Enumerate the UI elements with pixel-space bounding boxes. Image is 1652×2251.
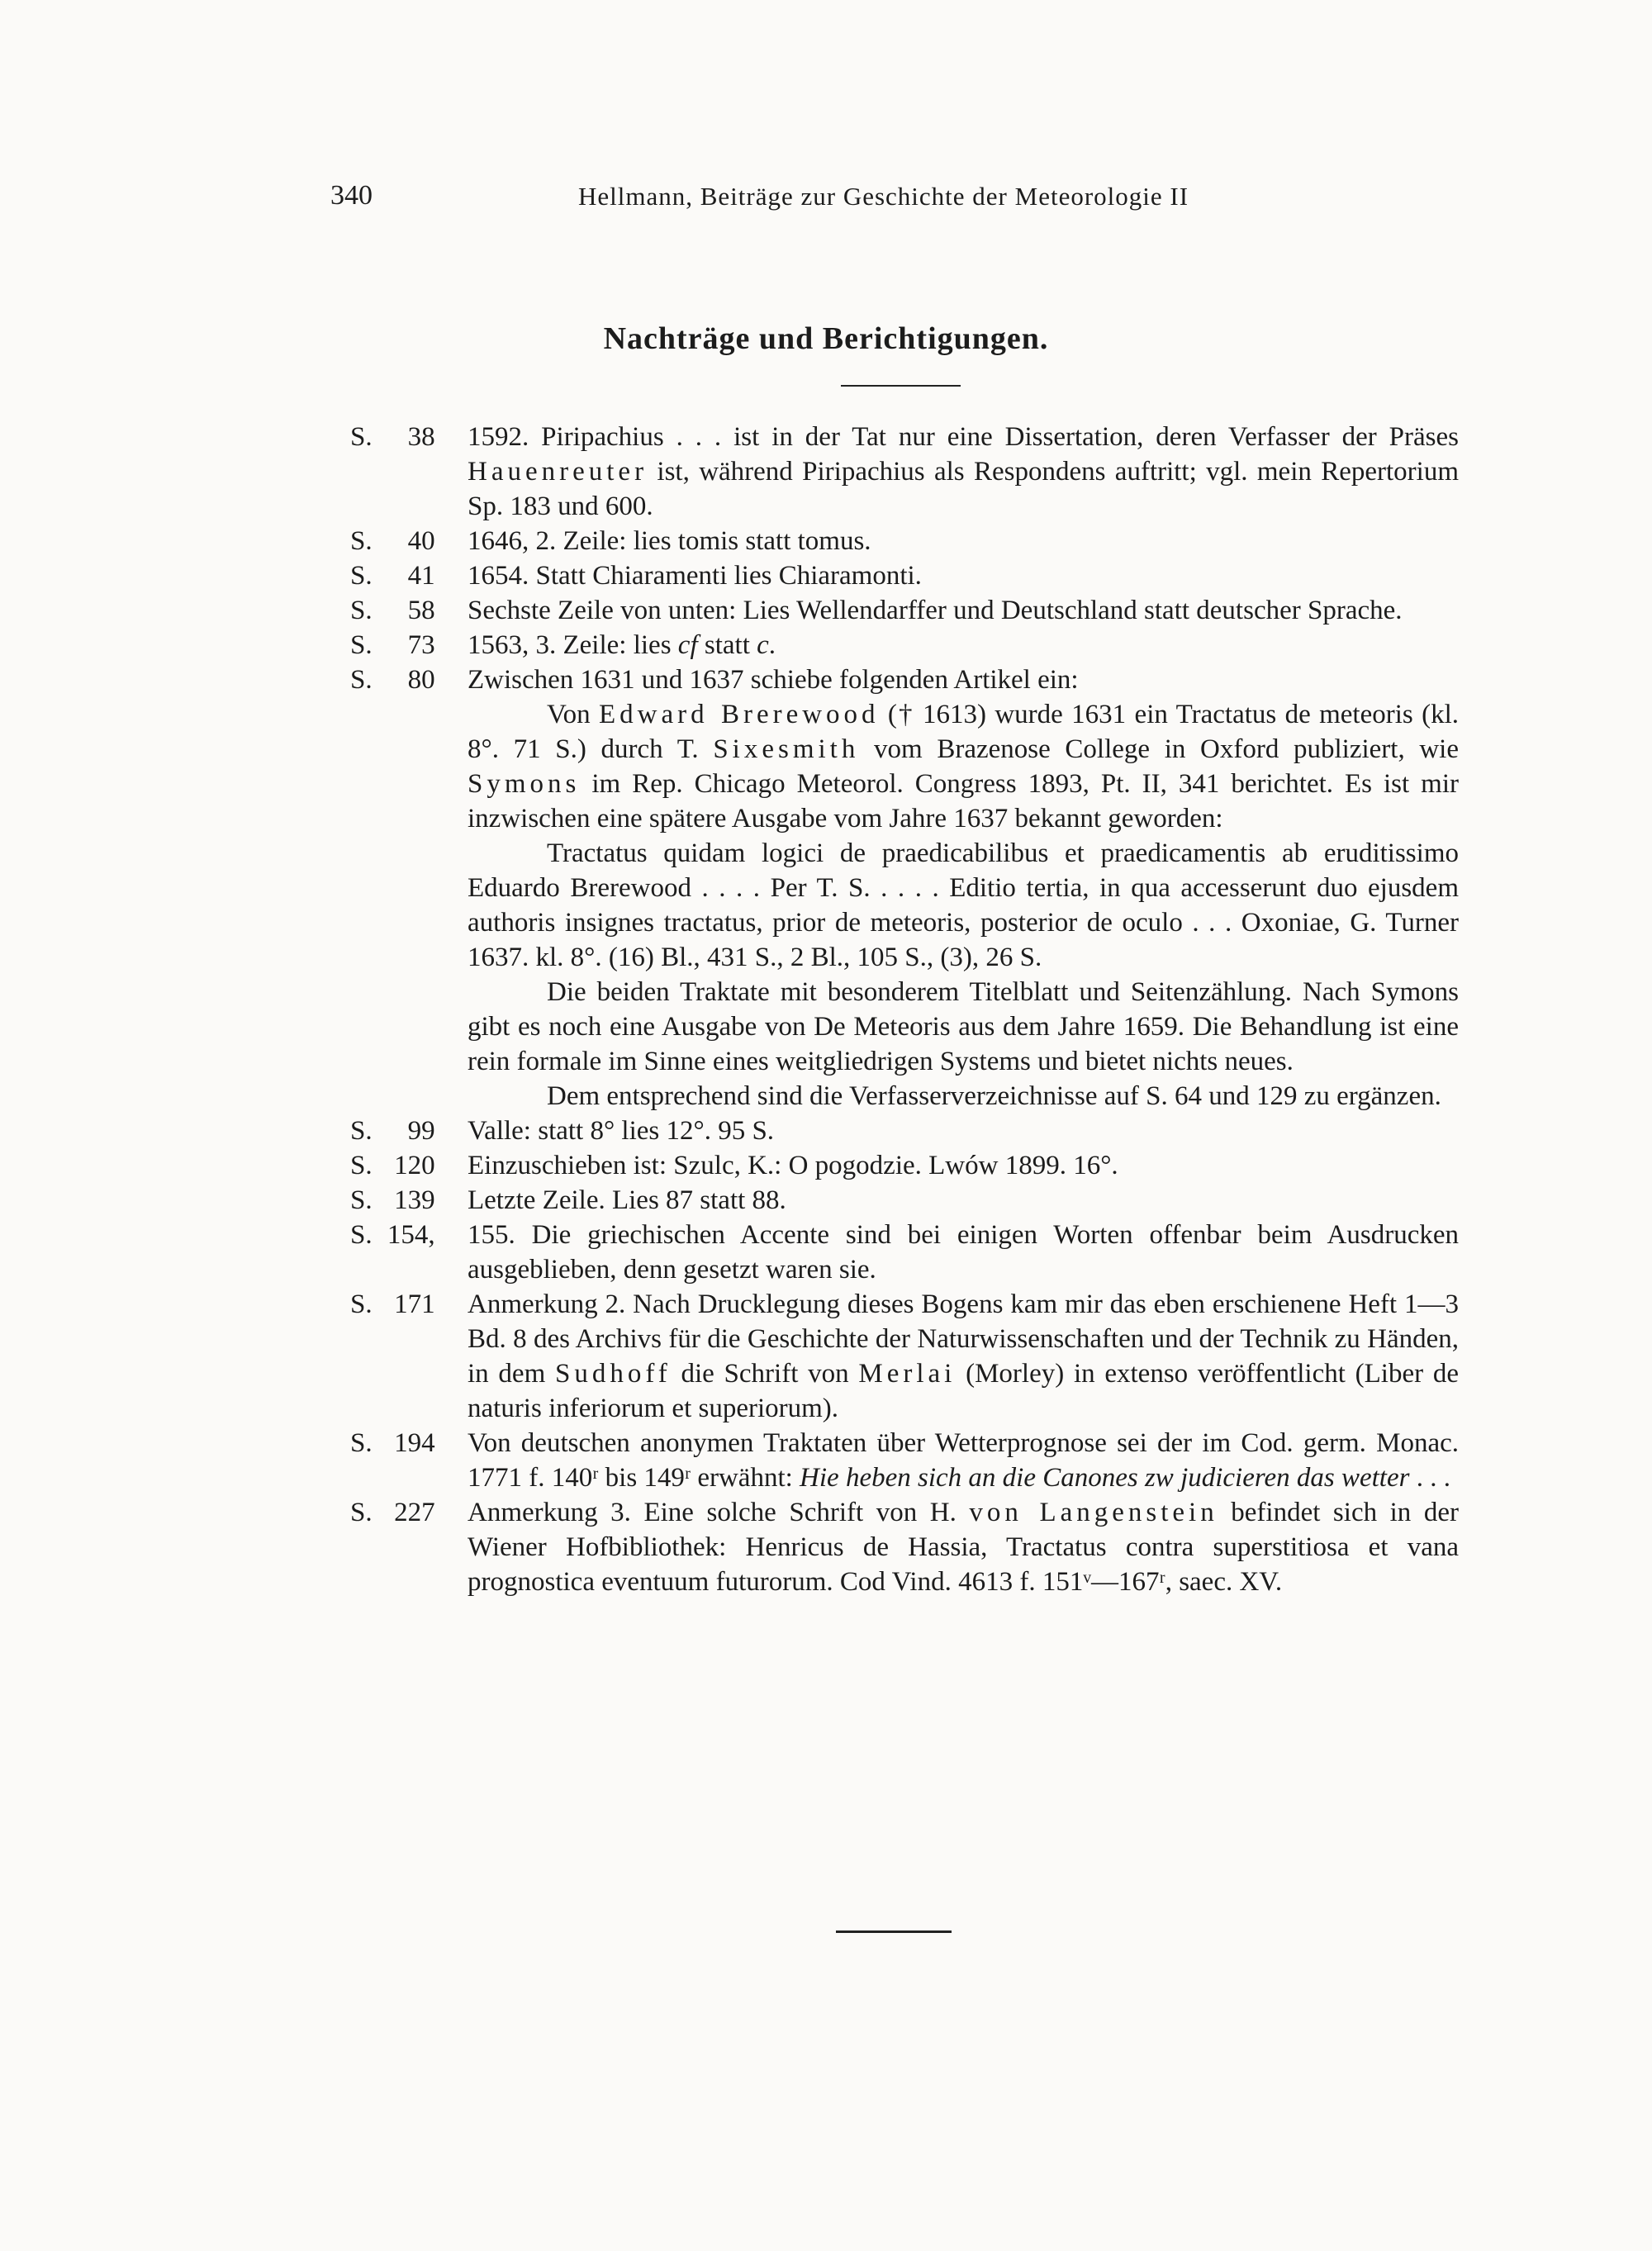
page-reference-number: 154, [387,1220,435,1250]
correction-entry [0,1426,1652,1495]
blackletter-quote: Hie heben sich an die Canones zw judicieren das wetter [800,1463,1410,1493]
page-reference [350,1148,466,1183]
running-title: Hellmann, Beiträge zur Geschichte der Meteorologie II [578,182,1189,211]
correction-paragraph: 1646, 2. Zeile: lies tomis statt tomus. [468,526,871,556]
page-reference-number: 73 [407,630,435,660]
spaced-name: Merlai [858,1359,957,1389]
correction-text [468,1114,1459,1148]
page-number: 340 [330,180,373,211]
correction-paragraph: Dem entsprechend sind die Verfasserverzeichnisse auf S. 64 und 129 zu ergänzen. [547,1081,1441,1111]
correction-text [468,1287,1459,1426]
page-reference-number: 41 [407,561,435,591]
blackletter-quote: cf [677,630,698,660]
page-reference-number: 38 [407,422,435,452]
correction-entry [0,662,1652,1114]
correction-entry [0,1148,1652,1183]
correction-paragraph: Sechste Zeile von unten: Lies Wellendarffer und Deutschland statt deutscher Sprache. [468,596,1403,625]
correction-text [468,558,1459,593]
correction-paragraph: Von Edward Brerewood († 1613) wurde 1631 ein Tractatus de meteoris (kl. 8°. 71 S.) durch T. Sixesmith vom Brazenose College in Oxford publiziert, wie Symons im Rep. Chicago Meteorol. Congress 1893, Pt. II, 341 berichtet. Es ist mir inzwischen eine spätere Ausgabe vom Jahre 1637 bekannt geworden: [468,700,1460,833]
correction-text [468,628,1459,662]
page-reference [350,593,466,628]
page-reference-prefix: S. [350,1220,373,1250]
correction-text [468,593,1459,628]
blackletter-quote: c [757,630,769,660]
page-reference-prefix: S. [350,596,373,625]
correction-entry [0,628,1652,662]
page-reference-number: 99 [407,1116,435,1146]
correction-text [468,662,1459,1114]
page-reference [350,1183,466,1218]
page-reference [350,1114,466,1148]
correction-text [468,1426,1459,1495]
page-reference-prefix: S. [350,561,373,591]
correction-text [468,1183,1459,1218]
correction-paragraph: Von deutschen anonymen Traktaten über Wetterprognose sei der im Cod. germ. Monac. 1771 f. 140ʳ bis 149ʳ erwähnt: Hie heben sich an die Canones zw judicieren das wetter . . . [468,1428,1459,1493]
correction-entry [0,524,1652,558]
spaced-name: Sixesmith [713,734,860,764]
correction-entry [0,1287,1652,1426]
correction-entry [0,1218,1652,1287]
page-reference-prefix: S. [350,422,373,452]
correction-paragraph: 1592. Piripachius . . . ist in der Tat nur eine Dissertation, deren Verfasser der Präses Hauenreuter ist, während Piripachius als Respondens auftritt; vgl. mein Repertorium Sp. 183 und 600. [468,422,1459,521]
page-reference [350,1287,466,1322]
page-reference [350,558,466,593]
page-title: Nachträge und Berichtigungen. [603,321,1049,356]
page-reference-prefix: S. [350,1185,373,1215]
page-reference [350,628,466,662]
page-reference-number: 80 [407,665,435,695]
spaced-name: von Langenstein [969,1498,1218,1527]
page-reference [350,524,466,558]
title-divider [841,385,961,387]
page-reference-prefix: S. [350,665,373,695]
spaced-name: Sudhoff [554,1359,672,1389]
spaced-name: Edward Brerewood [598,700,880,729]
page-reference [350,662,466,697]
correction-entry [0,1183,1652,1218]
page-reference-number: 194 [394,1428,435,1458]
page-reference [350,420,466,454]
correction-paragraph: Einzuschieben ist: Szulc, K.: O pogodzie. Lwów 1899. 16°. [468,1151,1118,1180]
page-reference-prefix: S. [350,630,373,660]
correction-paragraph: Die beiden Traktate mit besonderem Titelblatt und Seitenzählung. Nach Symons gibt es noch eine Ausgabe von De Meteoris aus dem Jahre 1659. Die Behandlung ist eine rein formale im Sinne eines weitgliedrigen Systems und bietet nichts neues. [468,977,1459,1076]
page-reference [350,1426,466,1460]
page-reference-prefix: S. [350,526,373,556]
correction-text [468,1148,1459,1183]
correction-text [468,1218,1459,1287]
spaced-name: Hauenreuter [468,457,648,487]
page-reference-prefix: S. [350,1151,373,1180]
page-reference-prefix: S. [350,1498,373,1527]
page-reference-prefix: S. [350,1428,373,1458]
correction-paragraph: Tractatus quidam logici de praedicabilibus et praedicamentis ab eruditissimo Eduardo Brerewood . . . . Per T. S. . . . . Editio tertia, in qua accesserunt duo ejusdem authoris insignes tractatus, prior de meteoris, posterior de oculo . . . Oxoniae, G. Turner 1637. kl. 8°. (16) Bl., 431 S., 2 Bl., 105 S., (3), 26 S. [468,838,1459,972]
page-reference-number: 227 [394,1498,435,1527]
correction-text [468,524,1459,558]
correction-text [468,420,1459,524]
page-reference [350,1495,466,1530]
correction-paragraph: Anmerkung 2. Nach Drucklegung dieses Bogens kam mir das eben erschienene Heft 1—3 Bd. 8 des Archivs für die Geschichte der Naturwissenschaften und der Technik zu Händen, in dem Sudhoff die Schrift von Merlai (Morley) in extenso veröffentlicht (Liber de naturis inferiorum et superiorum). [468,1289,1459,1423]
correction-entry [0,420,1652,524]
correction-entry [0,558,1652,593]
correction-paragraph: 155. Die griechischen Accente sind bei einigen Worten offenbar beim Ausdrucken ausgeblieben, denn gesetzt waren sie. [468,1220,1459,1285]
page-reference-prefix: S. [350,1116,373,1146]
correction-entry [0,1114,1652,1148]
correction-text [468,1495,1459,1599]
page-header [330,180,1462,221]
correction-paragraph: Letzte Zeile. Lies 87 statt 88. [468,1185,786,1215]
correction-paragraph: Valle: statt 8° lies 12°. 95 S. [468,1116,775,1146]
spaced-name: Symons [468,769,581,799]
page-reference [350,1218,466,1252]
correction-paragraph: Zwischen 1631 und 1637 schiebe folgenden Artikel ein: [468,665,1079,695]
correction-entry [0,593,1652,628]
page-reference-number: 171 [394,1289,435,1319]
page-reference-number: 139 [394,1185,435,1215]
page-reference-number: 120 [394,1151,435,1180]
correction-paragraph: Anmerkung 3. Eine solche Schrift von H. von Langenstein befindet sich in der Wiener Hofbibliothek: Henricus de Hassia, Tractatus contra superstitiosa et vana prognostica eventuum futurorum. Cod Vind. 4613 f. 151ᵛ—167ʳ, saec. XV. [468,1498,1459,1597]
page-reference-prefix: S. [350,1289,373,1319]
correction-paragraph: 1563, 3. Zeile: lies cf statt c. [468,630,776,660]
page-reference-number: 40 [407,526,435,556]
correction-entry [0,1495,1652,1599]
corrections-list [0,420,1652,1599]
page-reference-number: 58 [407,596,435,625]
end-divider [836,1930,952,1933]
correction-paragraph: 1654. Statt Chiaramenti lies Chiaramonti. [468,561,922,591]
